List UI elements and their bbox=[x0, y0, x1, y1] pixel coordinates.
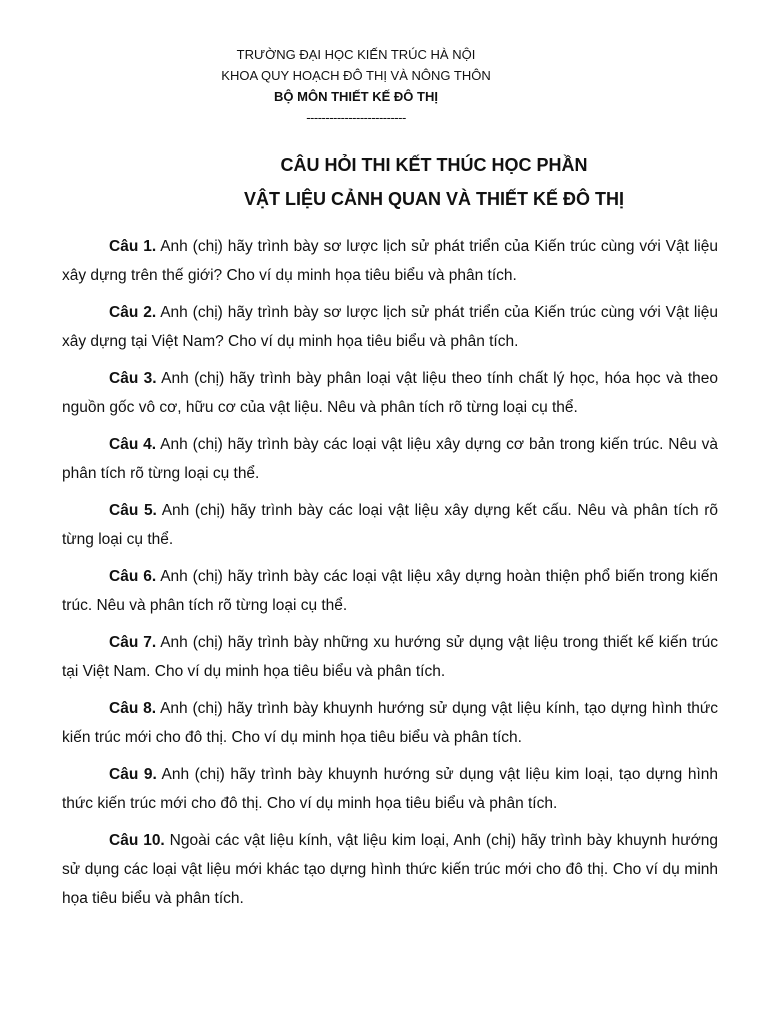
document-title bbox=[0, 148, 768, 216]
question-label: Câu 3. bbox=[109, 370, 157, 387]
question-text: Anh (chị) hãy trình bày sơ lược lịch sử phát triển của Kiến trúc cùng với Vật liệu xây dựng trên thế giới? Cho ví dụ minh họa tiêu biểu và phân tích. bbox=[62, 238, 718, 284]
question-text: Anh (chị) hãy trình bày những xu hướng sử dụng vật liệu trong thiết kế kiến trúc tại Việt Nam. Cho ví dụ minh họa tiêu biểu và phân tích. bbox=[62, 634, 719, 680]
question-label: Câu 10. bbox=[109, 832, 165, 849]
question-label: Câu 4. bbox=[109, 436, 157, 453]
question-list bbox=[62, 232, 718, 921]
header-separator: -------------------------- bbox=[306, 110, 406, 125]
question-item bbox=[62, 232, 718, 290]
question-text: Anh (chị) hãy trình bày các loại vật liệu xây dựng kết cấu. Nêu và phân tích rõ từng loại cụ thể. bbox=[62, 502, 719, 548]
question-text: Anh (chị) hãy trình bày khuynh hướng sử dụng vật liệu kim loại, tạo dựng hình thức kiến trúc mới cho đô thị. Cho ví dụ minh họa tiêu biểu và phân tích. bbox=[62, 766, 718, 812]
question-text: Ngoài các vật liệu kính, vật liệu kim loại, Anh (chị) hãy trình bày khuynh hướng sử dụng các loại vật liệu mới khác tạo dựng hình thức kiến trúc mới cho đô thị. Cho ví dụ minh họa tiêu biểu và phân tích. bbox=[62, 832, 718, 907]
question-item bbox=[62, 562, 718, 620]
question-label: Câu 8. bbox=[109, 700, 157, 717]
question-item bbox=[62, 430, 718, 488]
question-label: Câu 5. bbox=[109, 502, 157, 519]
question-item bbox=[62, 826, 718, 913]
title-line-1: CÂU HỎI THI KẾT THÚC HỌC PHẦN bbox=[280, 155, 588, 175]
faculty-name: KHOA QUY HOẠCH ĐÔ THỊ VÀ NÔNG THÔN bbox=[221, 68, 491, 83]
question-text: Anh (chị) hãy trình bày khuynh hướng sử dụng vật liệu kính, tạo dựng hình thức kiến trúc mới cho đô thị. Cho ví dụ minh họa tiêu biểu và phân tích. bbox=[62, 700, 719, 746]
question-text: Anh (chị) hãy trình bày phân loại vật liệu theo tính chất lý học, hóa học và theo nguồn gốc vô cơ, hữu cơ của vật liệu. Nêu và phân tích rõ từng loại cụ thể. bbox=[62, 370, 718, 416]
question-text: Anh (chị) hãy trình bày sơ lược lịch sử phát triển của Kiến trúc cùng với Vật liệu xây dựng tại Việt Nam? Cho ví dụ minh họa tiêu biểu và phân tích. bbox=[62, 304, 718, 350]
question-item bbox=[62, 298, 718, 356]
question-item bbox=[62, 364, 718, 422]
title-line-2: VẬT LIỆU CẢNH QUAN VÀ THIẾT KẾ ĐÔ THỊ bbox=[243, 189, 624, 209]
question-label: Câu 9. bbox=[109, 766, 157, 783]
question-label: Câu 6. bbox=[109, 568, 157, 585]
university-name: TRƯỜNG ĐẠI HỌC KIẾN TRÚC HÀ NỘI bbox=[236, 47, 476, 62]
document-header bbox=[0, 44, 712, 128]
question-item bbox=[62, 496, 718, 554]
question-item bbox=[62, 628, 718, 686]
question-label: Câu 7. bbox=[109, 634, 157, 651]
question-item bbox=[62, 694, 718, 752]
department-name: BỘ MÔN THIẾT KẾ ĐÔ THỊ bbox=[274, 89, 438, 104]
question-item bbox=[62, 760, 718, 818]
question-text: Anh (chị) hãy trình bày các loại vật liệu xây dựng hoàn thiện phổ biến trong kiến trúc. Nêu và phân tích rõ từng loại cụ thể. bbox=[62, 568, 718, 614]
question-label: Câu 1. bbox=[109, 238, 157, 255]
question-text: Anh (chị) hãy trình bày các loại vật liệu xây dựng cơ bản trong kiến trúc. Nêu và phân tích rõ từng loại cụ thể. bbox=[62, 436, 719, 482]
question-label: Câu 2. bbox=[109, 304, 157, 321]
